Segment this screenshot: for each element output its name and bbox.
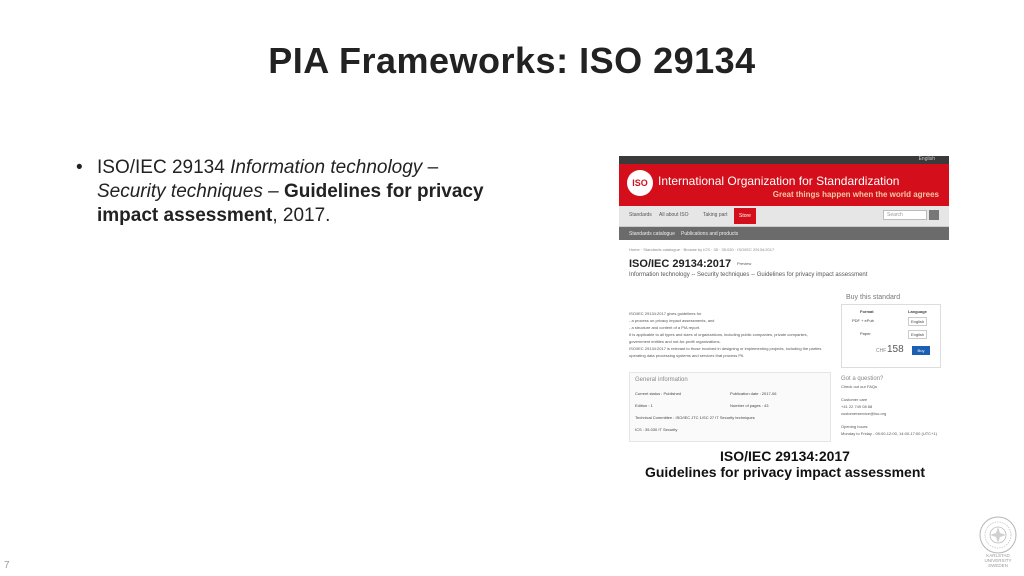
bullet-dash-2: – (262, 181, 284, 202)
description-line: ISO/IEC 29134:2017 gives guidelines for (629, 311, 702, 316)
topbar-language: English (918, 156, 935, 162)
screenshot-breadcrumb: Home · Standards catalogue · Browse by ICS · 35 · 35.030 · ISO/IEC 29134:2017 (629, 247, 775, 252)
general-information (629, 372, 831, 442)
slide-title: PIA Frameworks: ISO 29134 (268, 40, 756, 81)
email: customerservice@iso.org (841, 411, 887, 416)
buy-button: Buy (912, 346, 930, 355)
bullet-dash-1: – (422, 157, 439, 178)
language-select-1: English (908, 317, 927, 326)
nav-standards: Standards (629, 212, 652, 218)
price: 158 (887, 344, 904, 355)
standard-subtitle: Information technology -- Security techniques -- Guidelines for privacy impact assessment (629, 272, 868, 278)
price-currency: CHF (876, 348, 887, 354)
description-line: ISO/IEC 29134:2017 is relevant to those involved in designing or implementing projects, including the parties operating data processing systems and services that process PII. (629, 346, 822, 358)
format-header: Format (860, 309, 874, 314)
standard-description (629, 310, 829, 359)
faq-text: Check out our FAQs (841, 384, 878, 389)
buy-box (841, 304, 941, 368)
bullet-prefix: ISO/IEC 29134 (97, 157, 231, 178)
bullet-bold: Guidelines for privacy impact assessment (97, 181, 484, 226)
description-line: - a structure and content of a PIA report. (629, 325, 701, 330)
bullet-text (97, 156, 496, 228)
university-name-line: KARLSTAD (986, 553, 1010, 558)
bullet-italic-1: Information technology (230, 157, 423, 178)
nav-about: All about ISO (659, 212, 689, 218)
general-header: General information (635, 377, 688, 383)
language-select-2: English (908, 330, 927, 339)
bullet-suffix: , 2017. (272, 205, 331, 226)
description-line: - a process on privacy impact assessments, and (629, 318, 715, 323)
hours: Monday to Friday - 09:00-12:00, 14:00-17:00 (UTC+1) (841, 431, 937, 436)
university-name (970, 553, 1024, 568)
caption-line-2: Guidelines for privacy impact assessment (644, 464, 926, 480)
iso-logo: ISO (627, 170, 653, 196)
format-option-1: PDF + ePub (852, 318, 874, 323)
general-ics: ICS : 35.030 IT Security (635, 427, 678, 432)
sidebar-contact (841, 376, 941, 437)
iso-store-screenshot (619, 156, 949, 449)
general-edition: Edition : 1 (635, 403, 653, 408)
buy-title: Buy this standard (846, 294, 901, 301)
standard-title: ISO/IEC 29134:2017 (629, 258, 732, 270)
description-line: It is applicable to all types and sizes of organizations, including public companies, private companies, government entities and not-for-profit organizations. (629, 332, 808, 344)
bullet-italic-2: Security techniques (97, 181, 263, 202)
caption-line-1: ISO/IEC 29134:2017 (720, 448, 850, 464)
hours-heading: Opening hours: (841, 424, 869, 429)
bullet-item (76, 156, 496, 228)
screenshot-subnav (619, 227, 949, 241)
nav-store: Store (734, 208, 756, 224)
search-icon (929, 210, 939, 220)
screenshot-banner (619, 164, 949, 206)
general-pages: Number of pages : 43 (730, 403, 769, 408)
subnav-publications: Publications and products (681, 231, 739, 237)
question-heading: Got a question? (841, 376, 884, 382)
subnav-catalogue: Standards catalogue (629, 231, 675, 237)
university-seal-icon (979, 516, 1017, 554)
screenshot-content (619, 240, 949, 449)
screenshot-topbar (619, 156, 949, 164)
preview-link: Preview (737, 261, 752, 266)
customer-care: Customer care (841, 397, 868, 402)
general-status: Current status : Published (635, 391, 682, 396)
page-number: 7 (4, 560, 10, 571)
org-name: International Organization for Standardization (658, 174, 900, 188)
format-option-2: Paper (860, 331, 871, 336)
screenshot-search: Search (883, 210, 927, 220)
university-name-line: UNIVERSITY (984, 558, 1012, 563)
general-pub-date: Publication date : 2017-06 (730, 391, 777, 396)
nav-taking-part: Taking part (703, 212, 728, 218)
general-tc: Technical Committee : ISO/IEC JTC 1/SC 27 IT Security techniques (635, 415, 755, 420)
bullet-marker: • (76, 157, 83, 178)
university-name-line: SWEDEN (988, 563, 1008, 568)
screenshot-caption (600, 448, 970, 480)
org-tagline: Great things happen when the world agrees (772, 190, 939, 199)
screenshot-navbar (619, 206, 949, 227)
language-header: Language (908, 309, 927, 314)
phone: +41 22 749 08 88 (841, 404, 873, 409)
